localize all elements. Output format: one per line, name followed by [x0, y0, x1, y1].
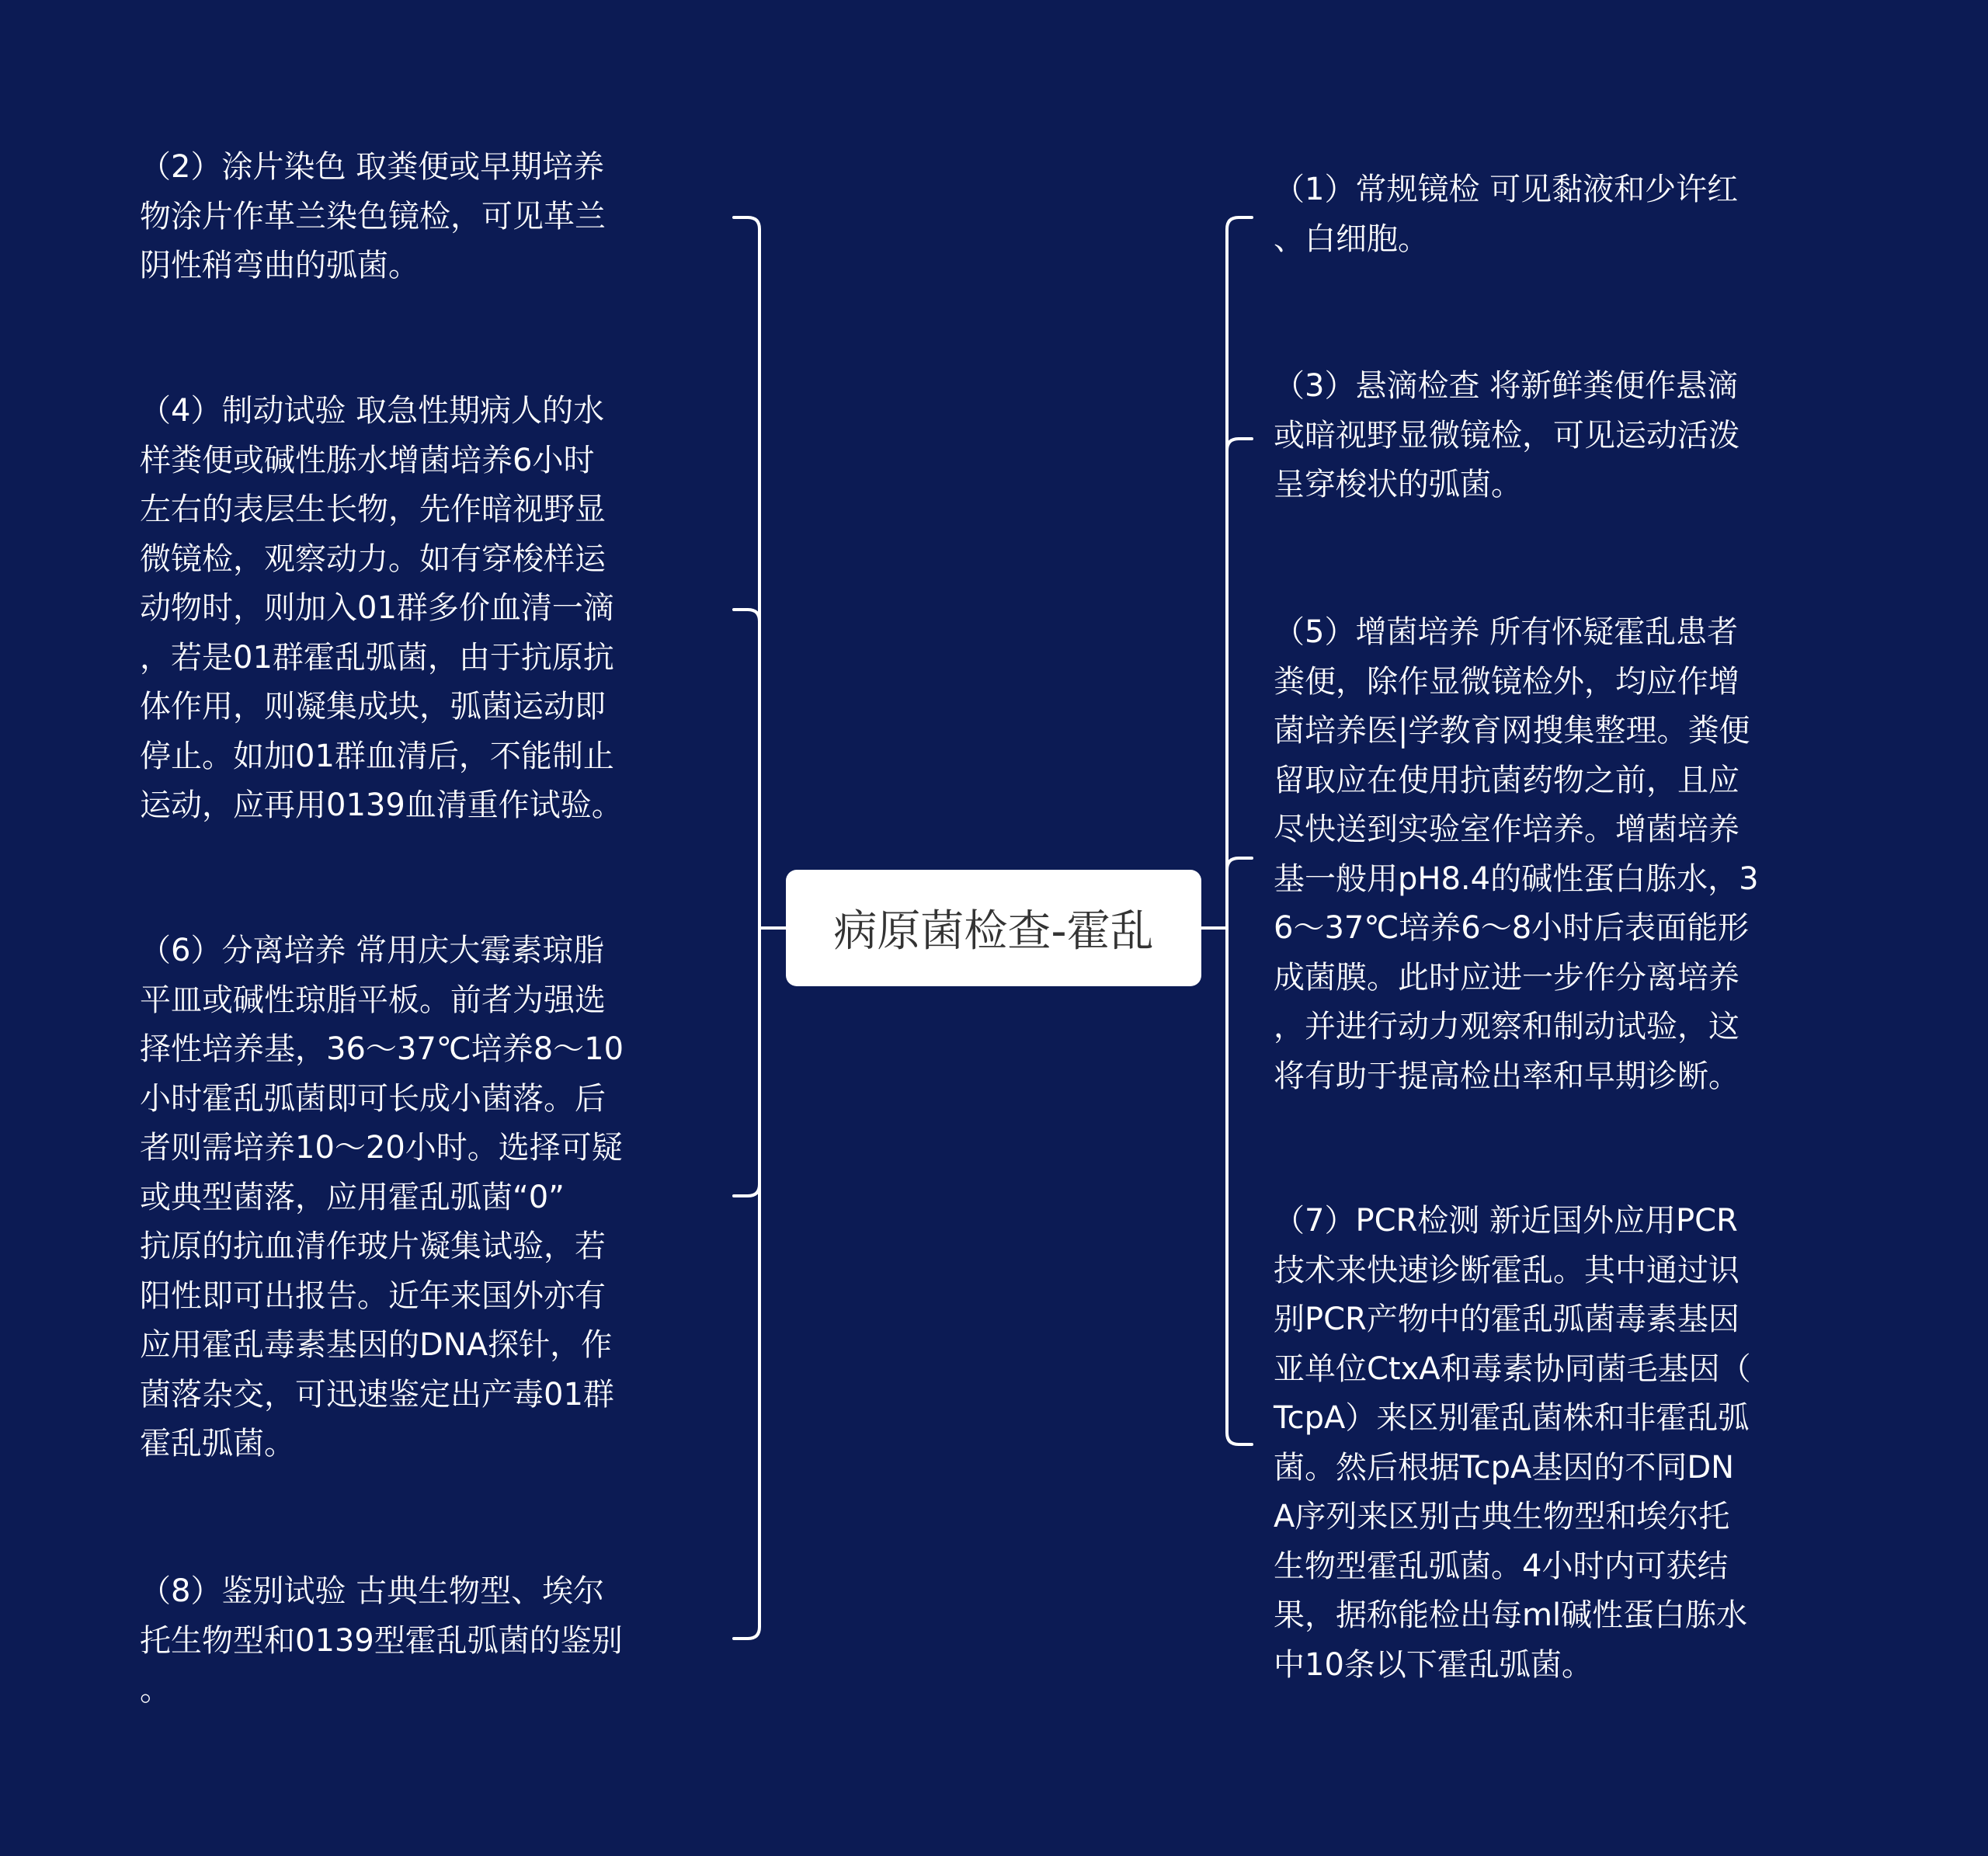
center-node-label: 病原菌检查-霍乱: [833, 906, 1154, 957]
node-isolation-culture[interactable]: （6）分离培养 常用庆大霉素琼脂 平皿或碱性琼脂平板。前者为强选 择性培养基，36～37℃培养8～10 小时霍乱弧菌即可长成小菌落。后 者则需培养10～20小时。选择可疑 或典型菌落，应用霍乱弧菌“0” 抗原的抗血清作玻片凝集试验，若 阳性即可出报告。近年来国外亦有 应用霍乱毒素基因的DNA探针，作 菌落杂交，可迅速鉴定出产毒01群 霍乱弧菌。: [140, 933, 624, 1462]
link-right-3: [1227, 439, 1252, 928]
node-pcr-detection[interactable]: （7）PCR检测 新近国外应用PCR 技术来快速诊断霍乱。其中通过识 别PCR产物中的霍乱弧菌毒素基因 亚单位CtxA和毒素协同菌毛基因（ TcpA）来区别霍乱菌株和非霍乱弧 菌。然后根据TcpA基因的不同DN A序列来区别古典生物型和埃尔托 生物型霍乱弧菌。4小时内可获结 果，据称能检出每ml碱性蛋白胨水 中10条以下霍乱弧菌。: [1274, 1203, 1751, 1683]
link-left-4: [734, 610, 759, 928]
node-immobilization-test[interactable]: （4）制动试验 取急性期病人的水 样粪便或碱性胨水增菌培养6小时 左右的表层生长物，先作暗视野显 微镜检，观察动力。如有穿梭样运 动物时，则加入01群多价血清一滴 ，若是01群霍乱弧菌，由于抗原抗 体作用，则凝集成块，弧菌运动即 停止。如加01群血清后，不能制止 运动，应再用0139血清重作试验。: [140, 393, 623, 823]
node-hanging-drop[interactable]: （3）悬滴检查 将新鲜粪便作悬滴 或暗视野显微镜检，可见运动活泼 呈穿梭状的弧菌。: [1274, 368, 1740, 502]
link-left-6: [734, 928, 759, 1196]
node-enrichment-culture[interactable]: （5）增菌培养 所有怀疑霍乱患者 粪便，除作显微镜检外，均应作增 菌培养医|学教育网搜集整理。粪便 留取应在使用抗菌药物之前，且应 尽快送到实验室作培养。增菌培养 基一般用pH8.4的碱性蛋白胨水，3 6～37℃培养6～8小时后表面能形 成菌膜。此时应进一步作分离培养 ，并进行动力观察和制动试验，这 将有助于提高检出率和早期诊断。: [1274, 614, 1759, 1094]
node-routine-microscopy[interactable]: （1）常规镜检 可见黏液和少许红 、白细胞。: [1274, 172, 1739, 257]
link-left-2: [734, 217, 759, 928]
center-node[interactable]: [786, 870, 1201, 986]
link-left-8: [734, 928, 759, 1639]
node-identification-test[interactable]: （8）鉴别试验 古典生物型、埃尔 托生物型和0139型霍乱弧菌的鉴别 。: [140, 1573, 623, 1708]
link-right-7: [1227, 928, 1252, 1444]
link-right-5: [1227, 858, 1252, 928]
node-smear-staining[interactable]: （2）涂片染色 取粪便或早期培养 物涂片作革兰染色镜检，可见革兰 阴性稍弯曲的弧菌。: [140, 149, 606, 283]
link-right-1: [1227, 217, 1252, 928]
